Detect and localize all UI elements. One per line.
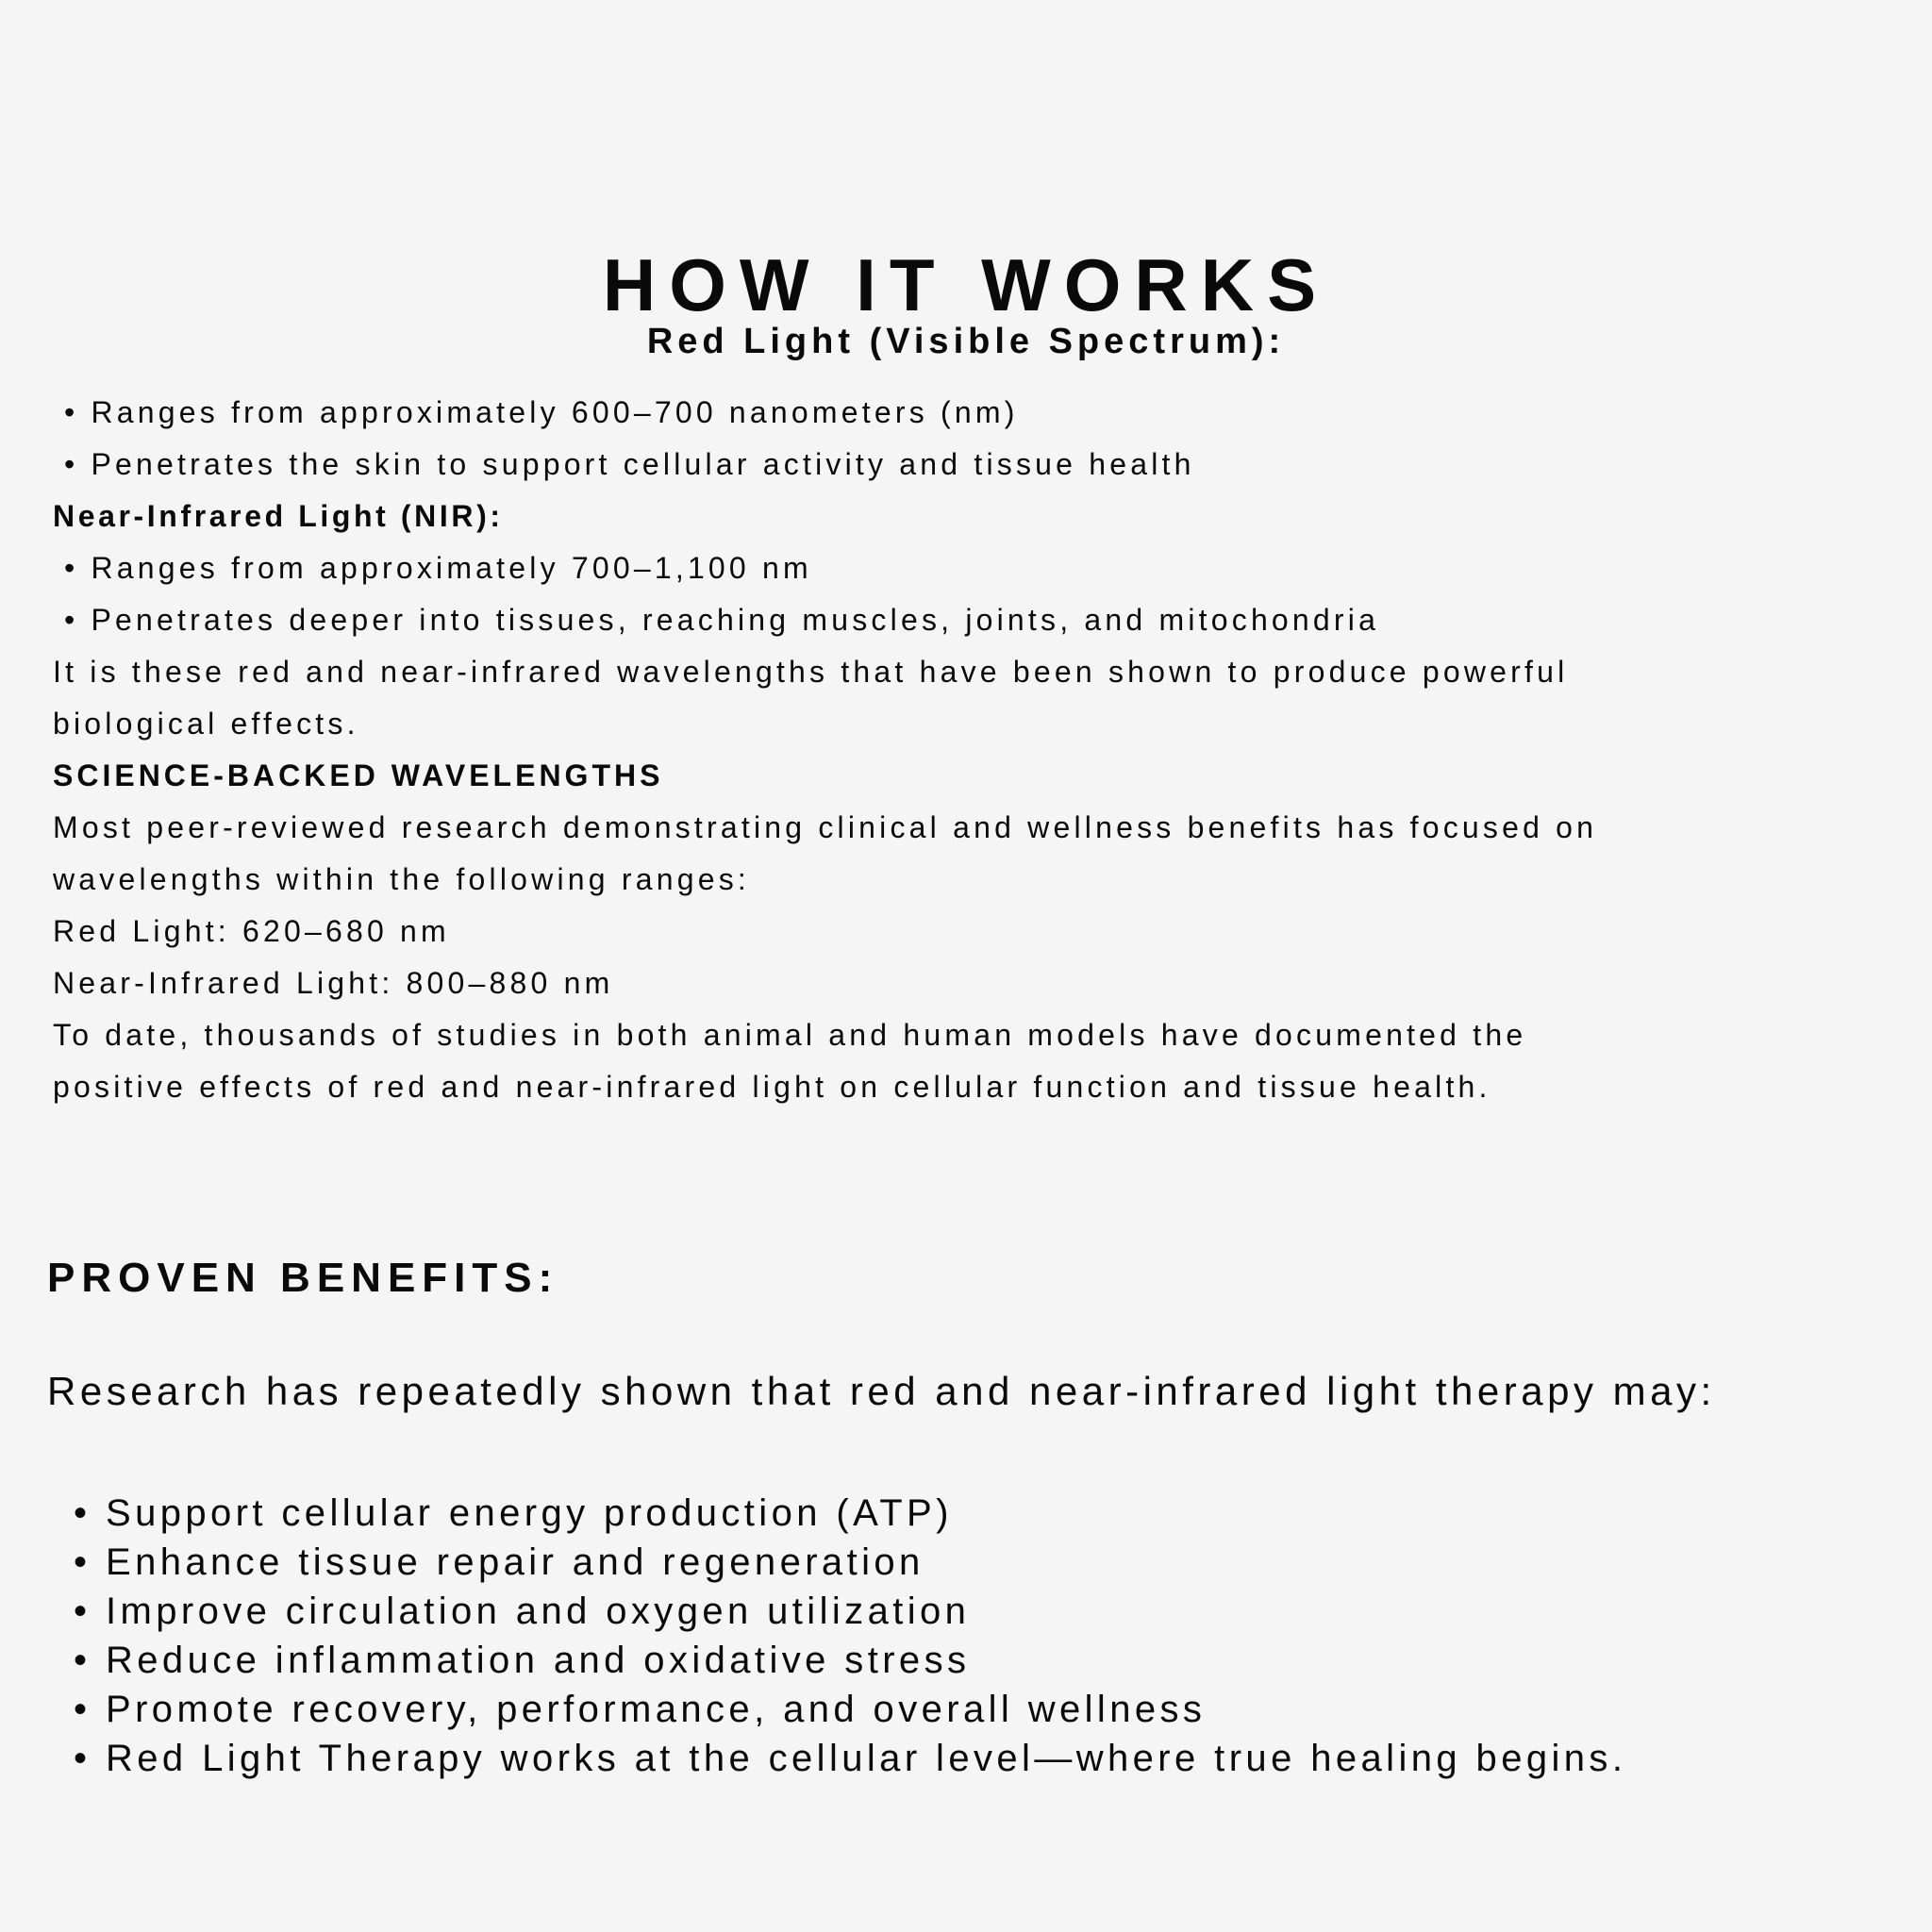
studies-line-2: positive effects of red and near-infrared light on cellular function and tissue health. bbox=[53, 1070, 1491, 1104]
summary-line-2: biological effects. bbox=[53, 707, 359, 741]
benefit-text: Enhance tissue repair and regeneration bbox=[106, 1541, 924, 1583]
benefit-item bbox=[74, 1685, 1626, 1734]
benefit-text: Improve circulation and oxygen utilization bbox=[106, 1591, 971, 1632]
science-heading: SCIENCE-BACKED WAVELENGTHS bbox=[53, 758, 664, 792]
red-light-bullet-range: • Ranges from approximately 600–700 nanometers (nm) bbox=[64, 395, 1019, 429]
benefit-item bbox=[74, 1734, 1626, 1783]
benefits-intro: Research has repeatedly shown that red and near-infrared light therapy may: bbox=[47, 1369, 1716, 1413]
benefits-list bbox=[74, 1489, 1626, 1783]
benefit-text: Red Light Therapy works at the cellular level—where true healing begins. bbox=[106, 1738, 1627, 1779]
benefit-item bbox=[74, 1489, 1626, 1538]
summary-line-1: It is these red and near-infrared wavelengths that have been shown to produce powerful bbox=[53, 655, 1569, 689]
benefit-item bbox=[74, 1587, 1626, 1636]
benefit-text: Promote recovery, performance, and overall wellness bbox=[106, 1689, 1207, 1730]
bullet-icon: • bbox=[74, 1591, 92, 1632]
science-intro-line-1: Most peer-reviewed research demonstrating clinical and wellness benefits has focused on bbox=[53, 810, 1598, 844]
benefit-item bbox=[74, 1636, 1626, 1685]
red-light-heading: Red Light (Visible Spectrum): bbox=[646, 321, 1286, 361]
how-it-works-content bbox=[53, 387, 1902, 1113]
nir-range: Near-Infrared Light: 800–880 nm bbox=[53, 966, 614, 1000]
studies-line-1: To date, thousands of studies in both animal and human models have documented the bbox=[53, 1018, 1527, 1052]
bullet-icon: • bbox=[74, 1689, 92, 1730]
science-intro-line-2: wavelengths within the following ranges: bbox=[53, 862, 750, 896]
bullet-icon: • bbox=[74, 1541, 92, 1583]
nir-bullet-penetration: • Penetrates deeper into tissues, reaching muscles, joints, and mitochondria bbox=[64, 603, 1380, 637]
page-title: HOW IT WORKS bbox=[602, 243, 1330, 327]
benefit-item bbox=[74, 1538, 1626, 1587]
proven-benefits-heading: PROVEN BENEFITS: bbox=[47, 1254, 559, 1301]
bullet-icon: • bbox=[74, 1640, 92, 1681]
bullet-icon: • bbox=[74, 1738, 92, 1779]
nir-bullet-range: • Ranges from approximately 700–1,100 nm bbox=[64, 551, 812, 585]
red-light-range: Red Light: 620–680 nm bbox=[53, 914, 450, 948]
red-light-bullet-penetration: • Penetrates the skin to support cellular activity and tissue health bbox=[64, 447, 1195, 481]
nir-heading: Near-Infrared Light (NIR): bbox=[53, 499, 504, 533]
benefit-text: Reduce inflammation and oxidative stress bbox=[106, 1640, 971, 1681]
benefit-text: Support cellular energy production (ATP) bbox=[106, 1492, 953, 1534]
bullet-icon: • bbox=[74, 1492, 92, 1534]
